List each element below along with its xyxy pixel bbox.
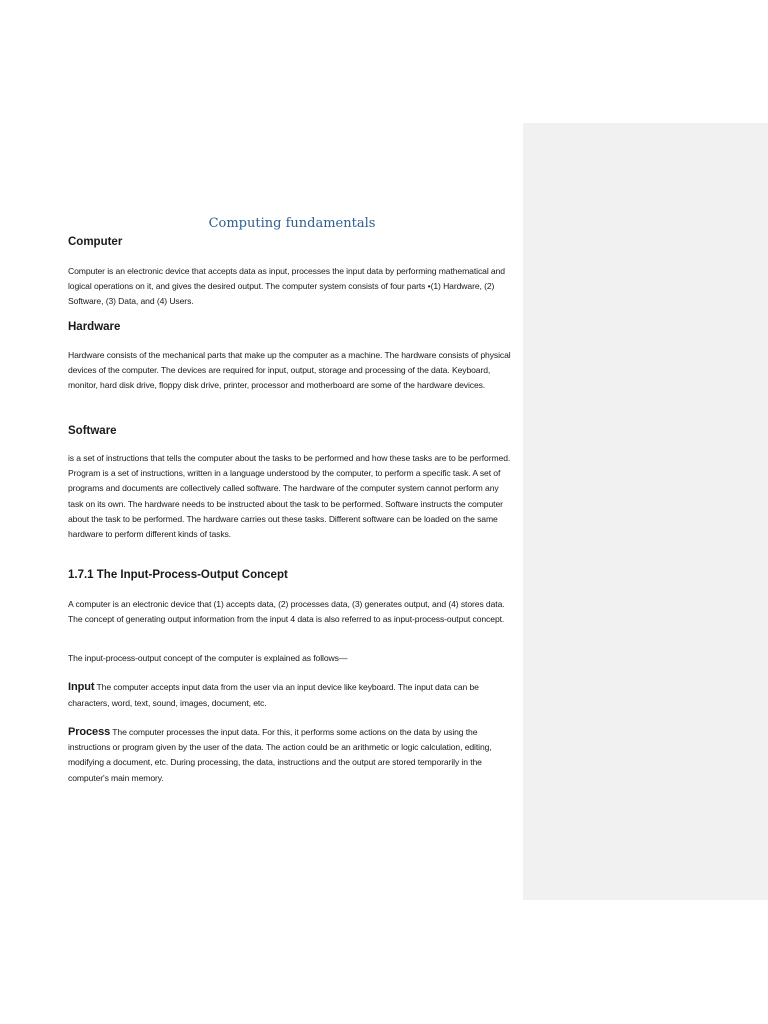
process-body: The computer processes the input data. For this, it performs some actions on the data by using the instructions or program given by the user of the data. The action could be an arithmetic or logic calculation, editing, modifying a document, etc. During processing, the data, instructions and the output are stored temporarily in the computer's main memory. <box>68 727 492 783</box>
comment-pane <box>523 123 768 900</box>
heading-ipo: 1.7.1 The Input-Process-Output Concept <box>68 569 288 581</box>
heading-hardware: Hardware <box>68 321 121 333</box>
process-lead: Process <box>68 726 111 738</box>
input-lead: Input <box>68 681 95 693</box>
paragraph-computer: Computer is an electronic device that accepts data as input, processes the input data by performing mathematical and logical operations on it, and gives the desired output. The computer system consists of four parts •(1) Hardware, (2) Software, (3) Data, and (4) Users. <box>68 266 505 307</box>
paragraph-ipo-explained: The input-process-output concept of the computer is explained as follows— <box>68 653 348 663</box>
document-title: Computing fundamentals <box>208 216 376 231</box>
paragraph-hardware: Hardware consists of the mechanical parts that make up the computer as a machine. The hardware consists of physical devices of the computer. The devices are required for input, output, storage and processing of the data. Keyboard, monitor, hard disk drive, floppy disk drive, printer, processor and motherboard are some of the hardware devices. <box>68 350 511 391</box>
input-body: The computer accepts input data from the user via an input device like keyboard. The input data can be characters, word, text, sound, images, document, etc. <box>68 682 479 709</box>
paragraph-input <box>68 680 516 712</box>
heading-software: Software <box>68 425 117 437</box>
heading-computer: Computer <box>68 236 123 248</box>
paragraph-ipo: A computer is an electronic device that (1) accepts data, (2) processes data, (3) generates output, and (4) stores data. The concept of generating output information from the input 4 data is also referred to as input-process-output concept. <box>68 599 505 625</box>
paragraph-process <box>68 725 516 787</box>
paragraph-software: is a set of instructions that tells the computer about the tasks to be performed and how these tasks are to be performed. Program is a set of instructions, written in a language understood by the computer, to perform a specific task. A set of programs and documents are collectively called software. The hardware of the computer system cannot perform any task on its own. The hardware needs to be instructed about the task to be performed. Software instructs the computer about the task to be performed. The hardware carries out these tasks. Different software can be loaded on the same hardware to perform different kinds of tasks. <box>68 453 511 540</box>
